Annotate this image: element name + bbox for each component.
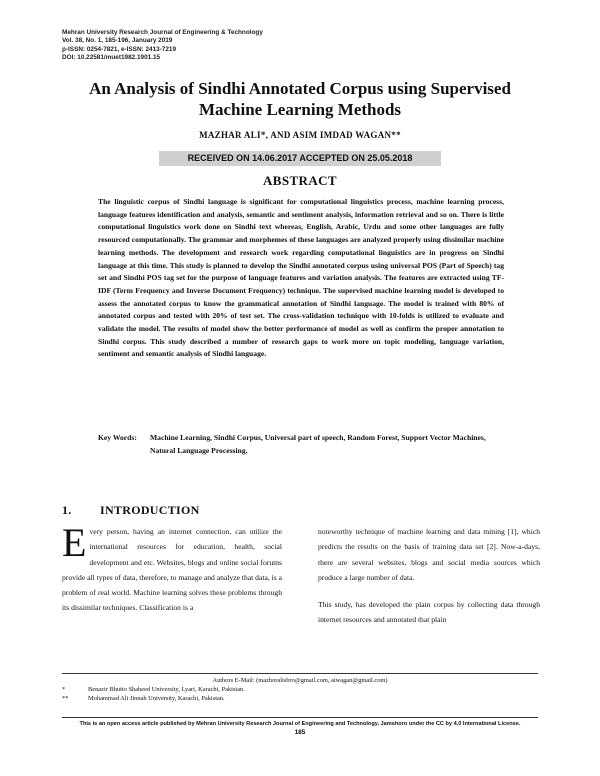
- section-number: 1.: [62, 503, 72, 517]
- footnote-text: Mohammad Ali Jinnah University, Karachi, Pakistan.: [88, 695, 225, 702]
- section-title: INTRODUCTION: [100, 503, 200, 517]
- paper-title-line-2: Machine Learning Methods: [198, 100, 402, 119]
- license-notice: This is an open access article published by Mehran University Research Journal of Engineering and Technology, Jamshoro under the CC by 4.0 International License.: [79, 721, 521, 727]
- keywords-label: Key Words:: [98, 433, 137, 442]
- footer-divider: [62, 717, 538, 718]
- intro-column-right: [318, 524, 540, 628]
- intro-paragraph-2: noteworthy technique of machine learning and data mining [1], which predicts the results on the basis of training data set [2]. Now-a-days, there are several websites, blogs and social media sources which produce a large number of data.: [318, 527, 540, 582]
- author-email: Authors E-Mail: (mazhoralisbro@gmail.com, aiwagan@gmail.com): [212, 677, 388, 684]
- footnote-divider: [62, 673, 538, 674]
- received-banner: RECEIVED ON 14.06.2017 ACCEPTED ON 25.05.2018: [159, 151, 441, 166]
- journal-doi: DOI: 10.22581/muet1982.1901.15: [62, 54, 161, 62]
- author-list: MAZHAR ALI*, AND ASIM IMDAD WAGAN**: [199, 130, 401, 140]
- page-number: 185: [294, 729, 306, 736]
- journal-name: Mehran University Research Journal of Engineering & Technology: [62, 29, 263, 36]
- journal-volume: Vol. 38, No. 1, 185-196, January 2019: [62, 37, 173, 45]
- footnotes: [62, 676, 538, 703]
- abstract-text: The linguistic corpus of Sindhi language is significant for computational linguistics process, machine learning process, language features identification and analysis, semantic and sentiment analysis, information retrieval and so on. There is little computational linguistics work done on Sindhi text whereas, English, Arabic, Urdu and some other languages are fully resourced computationally. The grammar and morphemes of these languages are analyzed properly using dissimilar machine learning methods. The development and research work regarding computational linguistics are in progress on Sindhi language at this time. This study is planned to develop the Sindhi annotated corpus using universal POS (Part of Speech) tag set and Sindhi POS tag set for the purpose of language features and variation analysis. The features are extracted using TF-IDF (Term Frequency and Inverse Document Frequency) technique. The supervised machine learning model is developed to assess the annotated corpus to know the grammatical annotation of Sindhi language. The model is trained with 80% of annotated corpus and tested with 20% of test set. The cross-validation technique with 10-folds is utilized to evaluate and validate the model. The results of model show the better performance of model as well as confirm the proper annotation to Sindhi corpus. This study described a number of research gaps to work more on topic modeling, language variation, sentiment and semantic analysis of Sindhi language.: [98, 197, 504, 359]
- journal-issn: p-ISSN: 0254-7821, e-ISSN: 2413-7219: [62, 45, 177, 53]
- footnote-text: Benazir Bhutto Shaheed University, Lyari, Karachi, Pakistan.: [88, 686, 245, 693]
- intro-column-left: [62, 520, 282, 616]
- journal-header: [62, 29, 263, 63]
- intro-paragraph-3: This study, has developed the plain corpus by collecting data through internet resources and annotated that plain: [318, 600, 540, 625]
- intro-paragraph-1: very person, having an internet connection, can utilize the international resources for education, health, social development and etc. Websites, blogs and online social forums provide all types of data, therefore, to manage and analyze that data, is a problem of real world. Machine learning solves these problems through its dissimilar techniques. Classification is a: [62, 527, 282, 613]
- section-heading-introduction: [62, 503, 200, 518]
- footnote-affiliation: [62, 685, 538, 694]
- footnote-mark: **: [62, 695, 69, 702]
- paper-title-line-1: An Analysis of Sindhi Annotated Corpus using Supervised: [89, 79, 511, 98]
- keywords-text: Machine Learning, Sindhi Corpus, Universal part of speech, Random Forest, Support Vector Machines, Natural Language Processing.: [150, 433, 486, 455]
- abstract-heading: ABSTRACT: [263, 173, 337, 188]
- paper-title: [40, 78, 560, 120]
- footnote-mark: *: [62, 686, 66, 693]
- drop-cap: E: [62, 520, 87, 565]
- footnote-affiliation: [62, 694, 538, 703]
- keywords: [98, 432, 504, 457]
